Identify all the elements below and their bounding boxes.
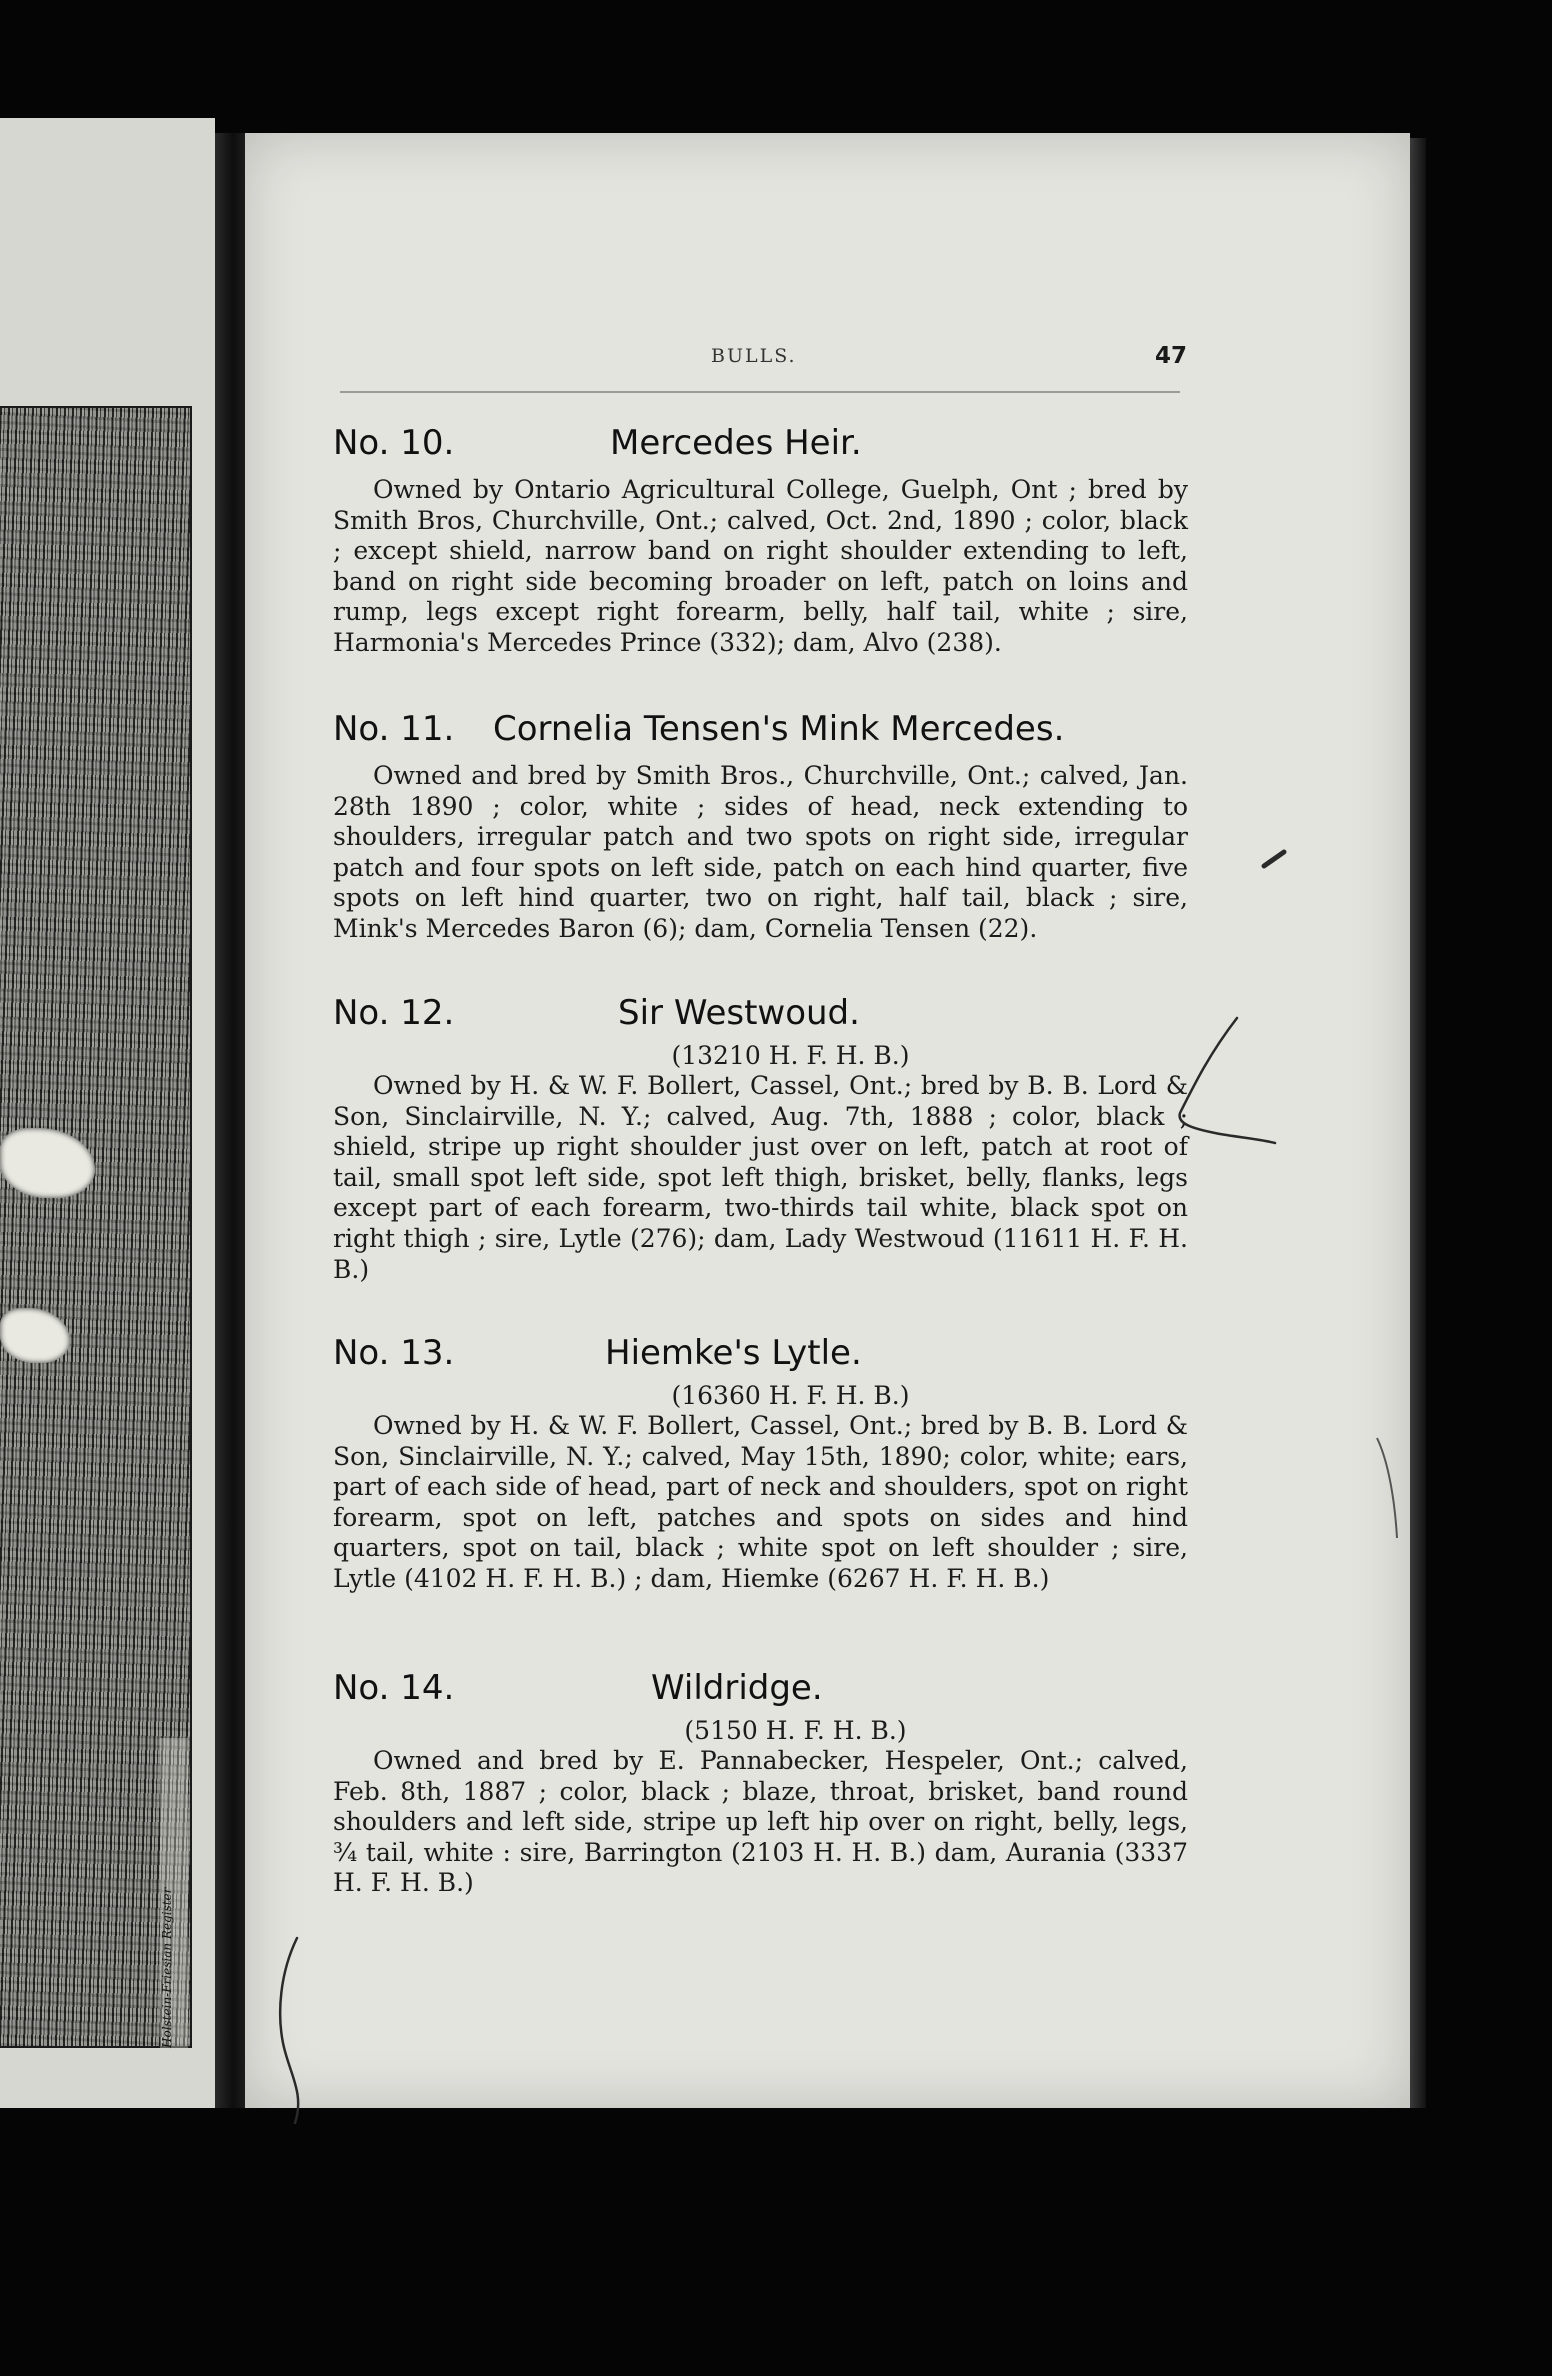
entry <box>333 709 1188 945</box>
pencil-tick-mark <box>1260 848 1290 872</box>
engraving-highlight <box>0 1128 95 1198</box>
entry-description: Owned by H. & W. F. Bollert, Cassel, Ont.; bred by B. B. Lord & Son, Sinclairville, N. Y.; calved, Aug. 7th, 1888 ; color, black ; shield, stripe up right shoulder just over on left, patch at root of tail, small spot left side, spot left thigh, brisket, belly, flanks, legs except part of each forearm, two-thirds tail white, black spot on right thigh ; sire, Lytle (276); dam, Lady Westwoud (11611 H. F. H. B.) <box>333 1071 1188 1284</box>
pencil-bracket-mark <box>275 1933 325 2128</box>
entry-number: No. 10. <box>333 423 455 463</box>
engraving-caption: Holstein-Friesian Register <box>160 1738 188 2048</box>
entry-description: Owned and bred by Smith Bros., Churchville, Ont.; calved, Jan. 28th 1890 ; color, white ; sides of head, neck extending to shoulders, irregular patch and two spots on right side, irregular patch and four spots on left side, patch on each hind quarter, five spots on left hind quarter, two on right, half tail, black ; sire, Mink's Mercedes Baron (6); dam, Cornelia Tensen (22). <box>333 761 1188 943</box>
herdbook-registration: (5150 H. F. H. B.) <box>684 1716 907 1745</box>
entry-number: No. 14. <box>333 1668 455 1708</box>
entry-heading <box>333 423 1188 471</box>
entry-name: Wildridge. <box>651 1668 823 1708</box>
herdbook-registration: (13210 H. F. H. B.) <box>671 1041 910 1070</box>
entry <box>333 993 1188 1285</box>
engraving-highlight <box>0 1308 70 1363</box>
running-head-title: BULLS. <box>711 345 797 367</box>
entry-heading <box>333 993 1188 1041</box>
pencil-margin-line <box>1375 1433 1400 1543</box>
entry <box>333 1668 1188 1899</box>
spine-imprint <box>190 1118 212 1418</box>
entry-name: Hiemke's Lytle. <box>605 1333 862 1373</box>
entry-description: Owned by Ontario Agricultural College, Guelph, Ont ; bred by Smith Bros, Churchville, Ont.; calved, Oct. 2nd, 1890 ; color, black ; except shield, narrow band on right shoulder extending to left, band on right side becoming broader on left, patch on loins and rump, legs except right forearm, belly, half tail, white ; sire, Harmonia's Mercedes Prince (332); dam, Alvo (238). <box>333 475 1188 657</box>
header-rule <box>340 391 1180 393</box>
entry-description: Owned by H. & W. F. Bollert, Cassel, Ont.; bred by B. B. Lord & Son, Sinclairville, N. Y.; calved, May 15th, 1890; color, white; ears, part of each side of head, part of neck and shoulders, spot on right forearm, spot on left, patches and spots on sides and hind quarters, spot on tail, black ; white spot on left shoulder ; sire, Lytle (4102 H. F. H. B.) ; dam, Hiemke (6267 H. F. H. B.) <box>333 1411 1188 1593</box>
left-facing-page <box>0 118 215 2108</box>
book-page <box>245 133 1410 2108</box>
pencil-bracket-mark <box>1175 973 1285 1163</box>
herdbook-registration: (16360 H. F. H. B.) <box>671 1381 910 1410</box>
entry-number: No. 11. <box>333 709 455 749</box>
entry <box>333 423 1188 659</box>
page-edge <box>1410 138 1426 2108</box>
entry-heading <box>333 1333 1188 1381</box>
book-gutter <box>215 133 245 2108</box>
entry-description: Owned and bred by E. Pannabecker, Hespeler, Ont.; calved, Feb. 8th, 1887 ; color, black ; blaze, throat, brisket, band round shoulders and left side, stripe up left hip over on right, belly, legs, ¾ tail, white : sire, Barrington (2103 H. H. B.) dam, Aurania (3337 H. F. H. B.) <box>333 1746 1188 1898</box>
entry-number: No. 12. <box>333 993 455 1033</box>
entry <box>333 1333 1188 1595</box>
entry-name: Mercedes Heir. <box>610 423 862 463</box>
page-number: 47 <box>1155 343 1188 369</box>
entry-number: No. 13. <box>333 1333 455 1373</box>
entry-name: Sir Westwoud. <box>618 993 860 1033</box>
running-head <box>245 345 1410 369</box>
entry-heading <box>333 709 1188 757</box>
entry-name: Cornelia Tensen's Mink Mercedes. <box>493 709 1065 749</box>
entry-heading <box>333 1668 1188 1716</box>
